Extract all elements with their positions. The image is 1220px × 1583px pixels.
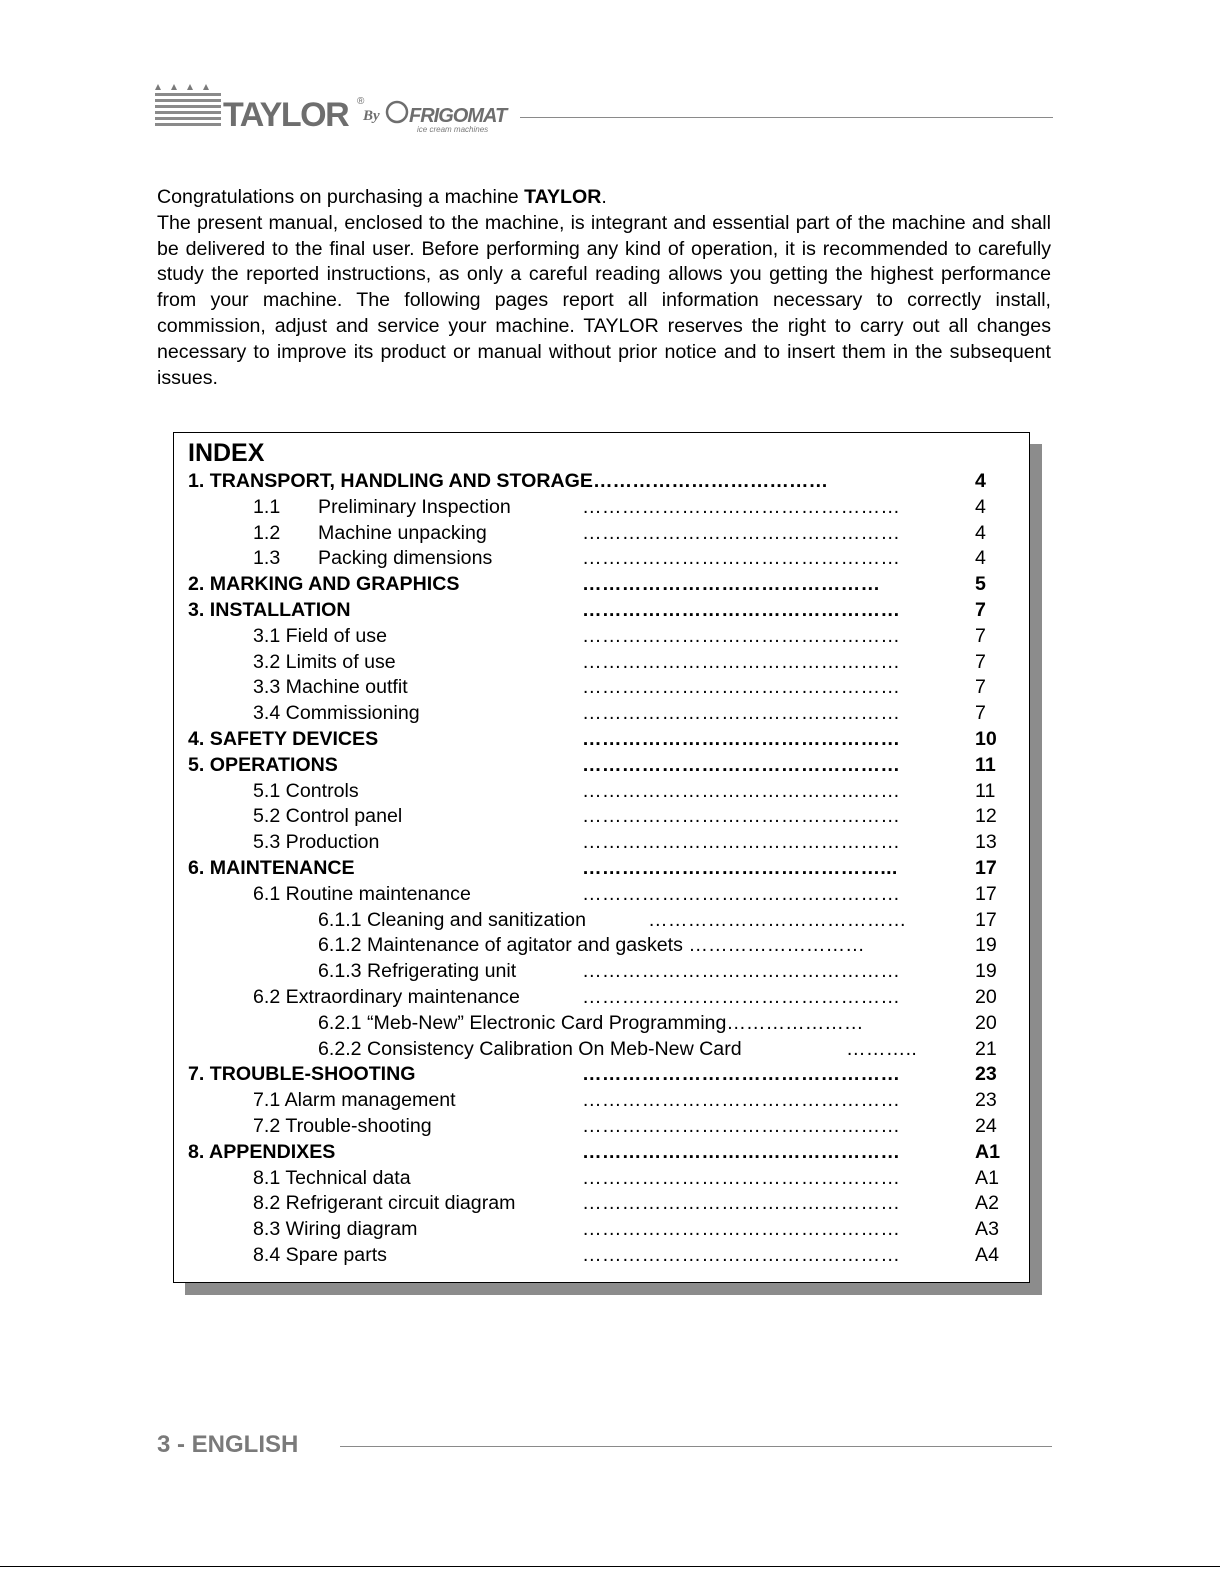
toc-entry-label: 5. OPERATIONS (188, 753, 338, 776)
table-of-contents (188, 469, 1018, 1269)
toc-leader-dots: ………………………………………... (582, 856, 898, 879)
toc-row (188, 572, 1018, 598)
toc-entry-label: 8.2 Refrigerant circuit diagram (253, 1192, 516, 1215)
toc-row (188, 1243, 1018, 1269)
toc-row (188, 624, 1018, 650)
toc-entry-label: 6.1 Routine maintenance (253, 882, 471, 905)
svg-text:By: By (363, 108, 380, 124)
toc-section-number: 1.2 (253, 521, 281, 544)
toc-entry-label: 6. MAINTENANCE (188, 856, 355, 879)
toc-leader-dots: ………………………………………… (582, 985, 901, 1008)
index-box (173, 432, 1030, 1283)
toc-entry-label: 7.1 Alarm management (253, 1089, 456, 1112)
toc-row (188, 495, 1018, 521)
toc-entry-label: 8.4 Spare parts (253, 1243, 387, 1266)
toc-entry-label: 3. INSTALLATION (188, 598, 351, 621)
toc-page-number: 24 (975, 1114, 997, 1137)
toc-section-number: 1.3 (253, 547, 281, 570)
toc-page-number: 7 (975, 702, 986, 725)
toc-row (188, 598, 1018, 624)
toc-row (188, 701, 1018, 727)
toc-entry-label: 6.2 Extraordinary maintenance (253, 985, 520, 1008)
toc-row (188, 1037, 1018, 1063)
toc-entry-label: 5.1 Controls (253, 779, 359, 802)
toc-row (188, 753, 1018, 779)
toc-row (188, 1114, 1018, 1140)
toc-leader-dots: ………………………………………… (582, 1218, 901, 1241)
toc-entry-label: 4. SAFETY DEVICES (188, 727, 379, 750)
toc-row (188, 521, 1018, 547)
toc-row (188, 779, 1018, 805)
toc-row (188, 546, 1018, 572)
toc-page-number: 7 (975, 650, 986, 673)
toc-page-number: A1 (975, 1140, 1001, 1163)
toc-entry-label: 7. TROUBLE-SHOOTING (188, 1063, 416, 1086)
toc-leader-dots: ……….. (846, 1037, 918, 1060)
toc-leader-dots: ………………………………………… (582, 1140, 901, 1163)
toc-entry-label: 6.2.1 “Meb-New” Electronic Card Programming………………… (318, 1011, 864, 1034)
toc-entry-label: Machine unpacking (318, 521, 487, 544)
toc-row (188, 469, 1018, 495)
toc-leader-dots: ………………………………………… (582, 702, 901, 725)
toc-entry-label: 6.1.3 Refrigerating unit (318, 960, 517, 983)
toc-row (188, 1011, 1018, 1037)
toc-entry-label: 5.3 Production (253, 831, 380, 854)
toc-leader-dots: ……………………………………… (582, 573, 881, 596)
toc-page-number: A4 (975, 1243, 999, 1266)
toc-page-number: 20 (975, 1011, 997, 1034)
footer-rule (340, 1446, 1052, 1447)
toc-page-number: 17 (975, 908, 997, 931)
svg-text:ice cream machines: ice cream machines (417, 125, 489, 134)
toc-entry-label: 8.3 Wiring diagram (253, 1218, 418, 1241)
toc-leader-dots: ………………………………………… (582, 882, 901, 905)
toc-page-number: 21 (975, 1037, 997, 1060)
toc-entry-label: 6.1.2 Maintenance of agitator and gaskets ……………………… (318, 934, 865, 957)
toc-row (188, 1217, 1018, 1243)
toc-page-number: 23 (975, 1089, 997, 1112)
toc-page-number: 4 (975, 495, 986, 518)
toc-leader-dots: ………………………………………… (582, 779, 901, 802)
congrats-brand: TAYLOR (524, 186, 602, 208)
page-header (155, 80, 1053, 136)
toc-entry-label: 7.2 Trouble-shooting (253, 1114, 432, 1137)
toc-page-number: 4 (975, 521, 986, 544)
toc-page-number: 11 (975, 753, 996, 776)
svg-text:®: ® (357, 96, 365, 107)
toc-page-number: 17 (975, 882, 997, 905)
toc-entry-label: 3.3 Machine outfit (253, 676, 408, 699)
toc-page-number: 11 (975, 779, 996, 802)
page-bottom-edge (0, 1566, 1220, 1567)
toc-row (188, 1166, 1018, 1192)
toc-leader-dots: ………………………………………… (582, 521, 901, 544)
toc-entry-label: 3.4 Commissioning (253, 702, 420, 725)
toc-entry-label: 8. APPENDIXES (188, 1140, 336, 1163)
toc-entry-label: 6.2.2 Consistency Calibration On Meb-New Card (318, 1037, 742, 1060)
index-title: INDEX (188, 439, 265, 467)
toc-row (188, 830, 1018, 856)
toc-row (188, 882, 1018, 908)
toc-page-number: 4 (975, 470, 986, 492)
toc-page-number: 4 (975, 547, 986, 570)
toc-leader-dots: ………………………………………… (582, 495, 901, 518)
toc-page-number: A3 (975, 1218, 999, 1241)
toc-leader-dots: ………………………………………… (582, 1192, 901, 1215)
toc-row (188, 959, 1018, 985)
taylor-frigomat-logo (155, 80, 515, 136)
toc-page-number: 19 (975, 934, 997, 957)
toc-leader-dots: ………………………………………… (582, 1114, 901, 1137)
footer-page-label: 3 - ENGLISH (157, 1431, 299, 1458)
toc-entry-label: Preliminary Inspection (318, 495, 511, 518)
toc-page-number: 7 (975, 676, 986, 699)
toc-leader-dots: ………………………………………… (582, 1089, 901, 1112)
toc-page-number: A1 (975, 1166, 999, 1189)
toc-row (188, 985, 1018, 1011)
toc-page-number: 20 (975, 985, 997, 1008)
toc-page-number: 19 (975, 960, 997, 983)
toc-page-number: 5 (975, 573, 986, 596)
toc-row (188, 908, 1018, 934)
toc-leader-dots: ………………………………………… (582, 1166, 901, 1189)
toc-leader-dots: ………………………………………… (582, 727, 901, 750)
svg-text:TAYLOR: TAYLOR (223, 96, 349, 134)
toc-section-number: 1.1 (253, 495, 281, 518)
congratulations-line (157, 185, 1051, 211)
toc-row (188, 933, 1018, 959)
congrats-prefix: Congratulations on purchasing a machine (157, 186, 525, 208)
intro-paragraph: The present manual, enclosed to the machine, is integrant and essential part of the machine and shall be delivered to the final user. Before performing any kind of operation, it is recommended to carefully study the reported instructions, as only a careful reading allows you getting the highest performance from your machine. The following pages report all information necessary to correctly install, commission, adjust and service your machine. TAYLOR reserves the right to carry out all changes necessary to improve its product or manual without prior notice and to insert them in the subsequent issues. (157, 211, 1051, 389)
toc-page-number: 12 (975, 805, 997, 828)
toc-row (188, 1062, 1018, 1088)
toc-leader-dots: ………………………………………… (582, 831, 901, 854)
intro-text (157, 185, 1051, 391)
toc-row (188, 804, 1018, 830)
toc-entry-label: 6.1.1 Cleaning and sanitization (318, 908, 586, 931)
svg-text:FRIGOMAT: FRIGOMAT (409, 105, 507, 127)
toc-entry-label: 2. MARKING AND GRAPHICS (188, 573, 460, 596)
toc-row (188, 675, 1018, 701)
toc-leader-dots: ………………………………………… (582, 753, 901, 776)
toc-entry-label: Packing dimensions (318, 547, 493, 570)
toc-leader-dots: ………………………………………… (582, 1243, 901, 1266)
toc-leader-dots: ………………………………………… (582, 676, 901, 699)
toc-row (188, 1088, 1018, 1114)
toc-row (188, 856, 1018, 882)
toc-leader-dots: ………………………………………… (582, 650, 901, 673)
toc-leader-dots: ………………………………… (648, 908, 907, 931)
toc-page-number: A2 (975, 1192, 999, 1215)
toc-page-number: 23 (975, 1063, 997, 1086)
toc-leader-dots: ………………………………………… (582, 805, 901, 828)
toc-page-number: 7 (975, 624, 986, 647)
toc-entry-label: 3.2 Limits of use (253, 650, 396, 673)
toc-row (188, 650, 1018, 676)
toc-entry-label: 1. TRANSPORT, HANDLING AND STORAGE……………………………… (188, 470, 829, 492)
toc-row (188, 1140, 1018, 1166)
toc-entry-label: 3.1 Field of use (253, 624, 387, 647)
toc-entry-label: 8.1 Technical data (253, 1166, 411, 1189)
toc-entry-label: 5.2 Control panel (253, 805, 403, 828)
toc-row (188, 1191, 1018, 1217)
toc-leader-dots: ………………………………………… (582, 1063, 901, 1086)
header-rule (520, 117, 1053, 118)
toc-page-number: 7 (975, 598, 986, 621)
toc-page-number: 17 (975, 856, 997, 879)
toc-page-number: 10 (975, 727, 997, 750)
toc-page-number: 13 (975, 831, 997, 854)
congrats-suffix: . (601, 186, 607, 208)
toc-leader-dots: ………………………………………… (582, 960, 901, 983)
toc-row (188, 727, 1018, 753)
toc-leader-dots: ………………………………………… (582, 547, 901, 570)
toc-leader-dots: ………………………………………… (582, 598, 901, 621)
toc-leader-dots: ………………………………………… (582, 624, 901, 647)
